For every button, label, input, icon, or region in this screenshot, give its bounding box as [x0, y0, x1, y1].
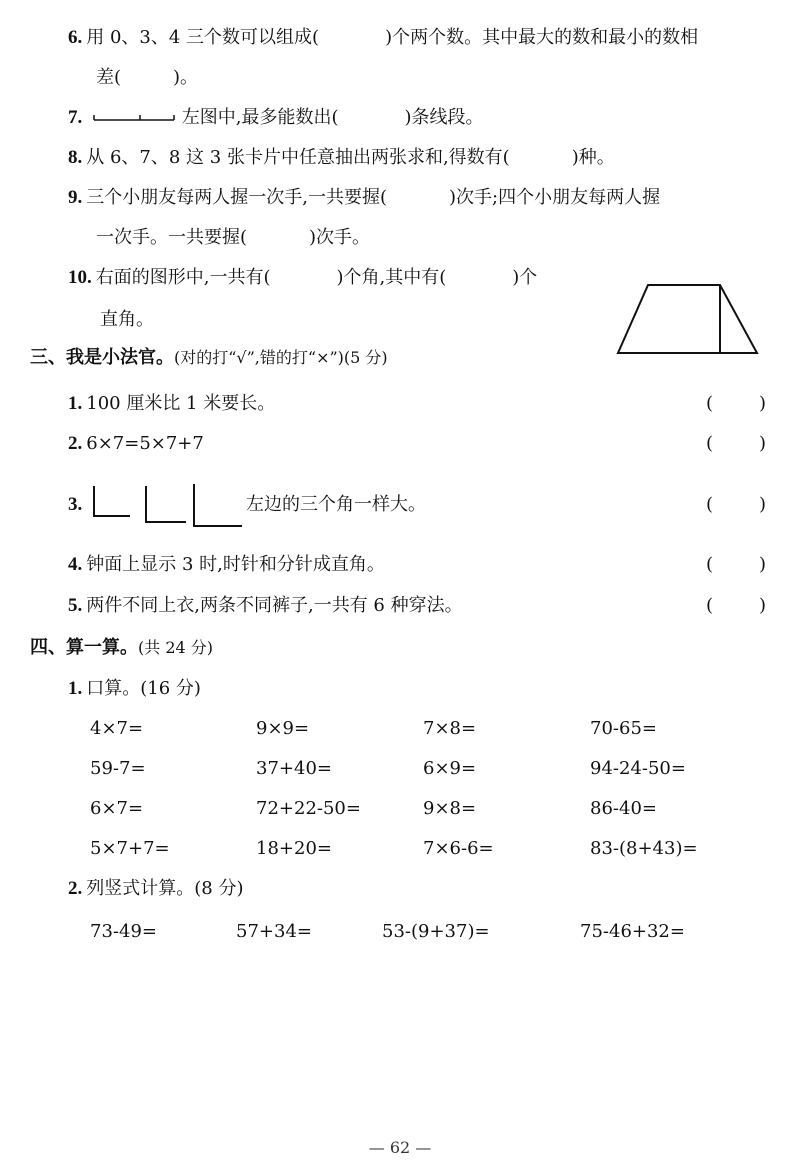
- judge-answer-5[interactable]: ( ): [706, 595, 766, 616]
- judge-item-4: 4. 钟面上显示 3 时,时针和分针成直角。: [68, 554, 385, 575]
- oral-calc-item: 18+20=: [256, 838, 332, 859]
- right-angle-figures: [90, 482, 246, 530]
- oral-calc-item: 6×9=: [423, 758, 477, 779]
- judge-item-2: 2. 6×7=5×7+7: [68, 433, 204, 454]
- oral-calc-item: 83-(8+43)=: [590, 838, 698, 859]
- section-3-title: 三、我是小法官。(对的打“√”,错的打“×”)(5 分): [30, 347, 388, 368]
- question-10-cont: 直角。: [100, 309, 154, 330]
- question-9: 9. 三个小朋友每两人握一次手,一共要握( )次手;四个小朋友每两人握: [68, 187, 661, 208]
- oral-calc-item: 37+40=: [256, 758, 332, 779]
- question-6: 6. 用 0、3、4 三个数可以组成( )个两个数。其中最大的数和最小的数相: [68, 27, 699, 48]
- judge-item-3: 3.: [68, 494, 83, 515]
- question-9-cont: 一次手。一共要握( )次手。: [96, 227, 371, 248]
- page-number: — 62 —: [368, 1138, 432, 1157]
- oral-calc-item: 86-40=: [590, 798, 657, 819]
- question-6-cont: 差( )。: [96, 67, 199, 88]
- oral-calc-item: 4×7=: [90, 718, 144, 739]
- oral-calc-item: 9×9=: [256, 718, 310, 739]
- oral-calc-item: 94-24-50=: [590, 758, 686, 779]
- judge-answer-1[interactable]: ( ): [706, 393, 766, 414]
- judge-answer-4[interactable]: ( ): [706, 554, 766, 575]
- question-7: 7. 左图中,最多能数出( )条线段。: [68, 107, 484, 128]
- judge-item-5: 5. 两件不同上衣,两条不同裤子,一共有 6 种穿法。: [68, 595, 463, 616]
- judge-answer-2[interactable]: ( ): [706, 433, 766, 454]
- oral-calc-item: 6×7=: [90, 798, 144, 819]
- oral-calc-item: 5×7+7=: [90, 838, 170, 859]
- section-4-title: 四、算一算。(共 24 分): [30, 637, 214, 658]
- oral-calc-item: 72+22-50=: [256, 798, 361, 819]
- oral-calc-item: 7×6-6=: [423, 838, 494, 859]
- judge-item-1: 1. 100 厘米比 1 米要长。: [68, 393, 276, 414]
- oral-calc-item: 70-65=: [590, 718, 657, 739]
- oral-calc-item: 9×8=: [423, 798, 477, 819]
- question-8: 8. 从 6、7、8 这 3 张卡片中任意抽出两张求和,得数有( )种。: [68, 147, 615, 168]
- oral-calc-item: 59-7=: [90, 758, 146, 779]
- vertical-calc-item: 73-49=: [90, 921, 157, 942]
- line-segment-figure: [92, 111, 176, 125]
- judge-answer-3[interactable]: ( ): [706, 494, 766, 515]
- vertical-calc-heading: 2. 列竖式计算。(8 分): [68, 878, 244, 899]
- vertical-calc-item: 53-(9+37)=: [382, 921, 490, 942]
- question-10: 10. 右面的图形中,一共有( )个角,其中有( )个: [68, 267, 538, 288]
- oral-calc-heading: 1. 口算。(16 分): [68, 678, 201, 699]
- judge-item-3-text: 左边的三个角一样大。: [246, 494, 426, 515]
- vertical-calc-item: 75-46+32=: [580, 921, 685, 942]
- vertical-calc-item: 57+34=: [236, 921, 312, 942]
- trapezoid-figure: [612, 280, 762, 358]
- oral-calc-item: 7×8=: [423, 718, 477, 739]
